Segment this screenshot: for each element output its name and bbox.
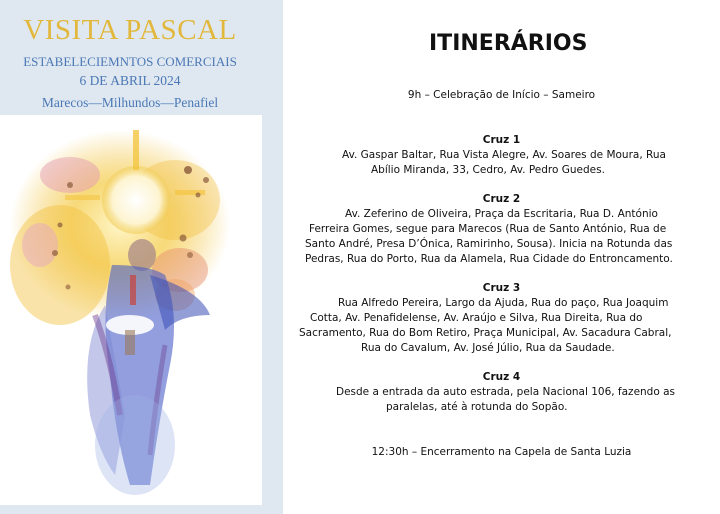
watercolor-painting [0, 115, 262, 505]
cruz-2-line-3: Santo André, Presa D’Ónica, Ramirinho, Sousa). Inicia na Rotunda das [305, 238, 673, 250]
cruz-4-label: Cruz 4 [482, 371, 521, 383]
poster-date: 6 DE ABRIL 2024 [79, 73, 181, 88]
cruz-3-line-1: Rua Alfredo Pereira, Largo da Ajuda, Rua do paço, Rua Joaquim [338, 297, 669, 309]
poster-places: Marecos—Milhundos—Penafiel [41, 95, 219, 110]
cruz-1-line-1: Av. Gaspar Baltar, Rua Vista Alegre, Av. Soares de Moura, Rua [342, 149, 666, 161]
cruz-1-line-2: Abílio Miranda, 33, Cedro, Av. Pedro Guedes. [371, 164, 605, 176]
cruz-4-line-2: paralelas, até à rotunda do Sopão. [386, 401, 568, 413]
itinerary-panel [283, 0, 720, 514]
cruz-3-line-3: Sacramento, Rua do Bom Retiro, Praça Municipal, Av. Sacadura Cabral, [299, 327, 672, 339]
poster-title: VISITA PASCAL [23, 14, 237, 46]
cruz-1-label: Cruz 1 [482, 134, 521, 146]
watercolor-image [0, 115, 262, 505]
poster-panel [0, 0, 283, 514]
cruz-2-line-4: Pedras, Rua do Porto, Rua da Alamela, Rua Cidade do Entroncamento. [305, 253, 673, 265]
poster-subtitle: ESTABELECIEMNTOS COMERCIAIS [23, 54, 237, 69]
closing-line: 12:30h – Encerramento na Capela de Santa Luzia [371, 446, 632, 458]
cruz-3-label: Cruz 3 [482, 282, 521, 294]
cruz-2-label: Cruz 2 [482, 193, 521, 205]
cruz-3-line-4: Rua do Cavalum, Av. José Júlio, Rua da Saudade. [361, 342, 615, 354]
cruz-3-line-2: Cotta, Av. Penafidelense, Av. Araújo e Silva, Rua Direita, Rua do [310, 312, 643, 324]
opening-line: 9h – Celebração de Início – Sameiro [407, 89, 596, 101]
itinerary-heading: ITINERÁRIOS [429, 31, 588, 56]
cruz-2-line-1: Av. Zeferino de Oliveira, Praça da Escritaria, Rua D. António [345, 208, 658, 220]
cruz-2-line-2: Ferreira Gomes, segue para Marecos (Rua de Santo António, Rua de [309, 223, 667, 235]
cruz-4-line-1: Desde a entrada da auto estrada, pela Nacional 106, fazendo as [336, 386, 676, 398]
